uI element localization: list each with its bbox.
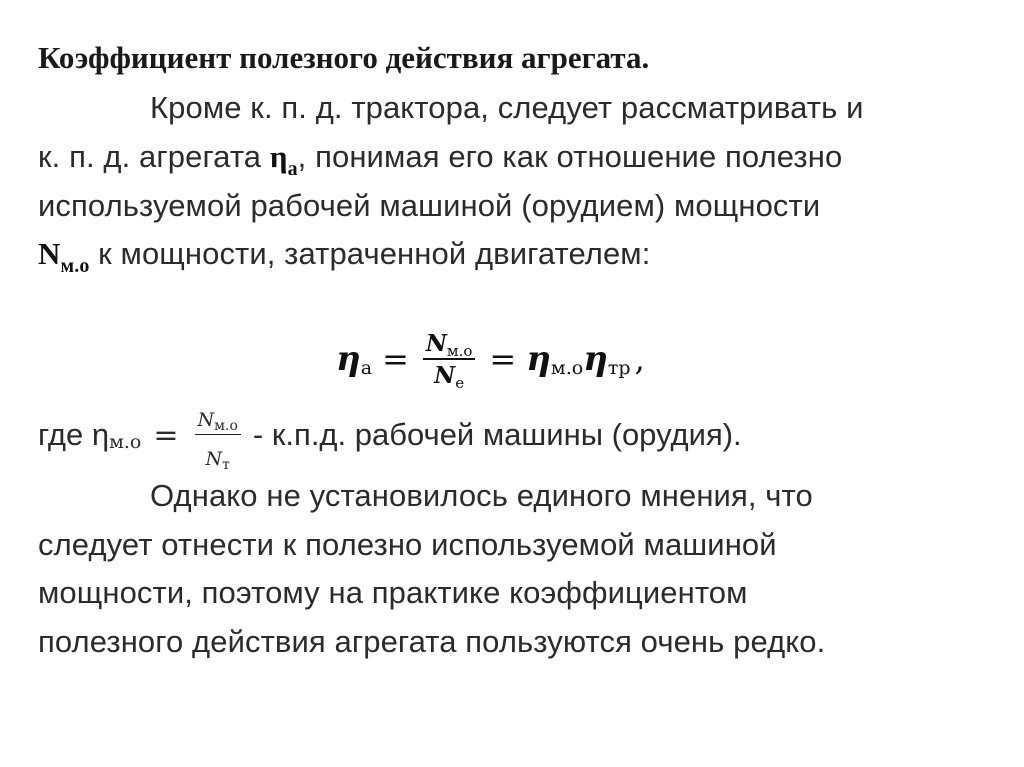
paragraph1-line4	[38, 236, 651, 277]
where-fraction-denominator	[203, 439, 233, 474]
paragraph2-line1: Однако не установилось единого мнения, что	[150, 478, 813, 513]
paragraph2-line3: мощности, поэтому на практике коэффициентом	[38, 575, 748, 610]
n-mo-symbol	[38, 236, 90, 277]
formula-fraction	[423, 329, 476, 392]
paragraph1-line4-end: к мощности, затраченной двигателем:	[89, 236, 651, 271]
slide-heading: Коэффициент полезного действия агрегата.	[38, 40, 650, 75]
paragraph1-line1: Кроме к. п. д. трактора, следует рассматривать и	[150, 90, 864, 125]
eta-letter: η	[269, 139, 288, 174]
where-denominator-n: N	[205, 448, 223, 471]
formula-eta-tr-sub: тр	[607, 357, 631, 379]
eta-subscript: a	[287, 158, 298, 180]
formula-eta: η	[336, 339, 361, 379]
eta-a-symbol	[269, 139, 298, 180]
where-denominator-sub: т	[222, 457, 230, 474]
n-letter: N	[38, 236, 61, 271]
paragraph2-line4: полезного действия агрегата пользуются очень редко.	[38, 624, 826, 659]
formula-eta-mo-sub: м.о	[550, 357, 584, 379]
paragraph1-line3: используемой рабочей машиной (орудием) мощности	[38, 188, 821, 223]
where-fraction-numerator	[195, 400, 241, 434]
formula-eta-tr: η	[583, 339, 608, 379]
fraction-numerator	[423, 329, 476, 360]
paragraph1-line2-start: к. п. д. агрегата	[38, 139, 270, 174]
where-prefix: где η	[38, 417, 110, 452]
where-fraction	[195, 400, 241, 474]
paragraph1-line2	[38, 139, 843, 180]
where-numerator-n: N	[197, 408, 215, 431]
formula-equals: =	[382, 340, 409, 378]
where-equals: =	[153, 417, 179, 453]
paragraph2-line2: следует отнести к полезно используемой машиной	[38, 527, 777, 562]
where-numerator-sub: м.о	[214, 417, 238, 434]
formula-equals-2: =	[489, 340, 517, 378]
denominator-n: N	[434, 361, 456, 389]
numerator-n: N	[425, 329, 447, 357]
where-prefix-sub: м.о	[109, 431, 142, 453]
fraction-denominator	[431, 361, 467, 392]
where-text: - к.п.д. рабочей машины (орудия).	[252, 417, 742, 452]
formula-eta-sub: a	[360, 357, 373, 379]
where-definition	[38, 402, 742, 474]
numerator-sub: м.о	[446, 341, 473, 360]
formula-comma: ,	[634, 340, 645, 378]
paragraph1-line2-end: , понимая его как отношение полезно	[297, 139, 843, 174]
formula-eta-mo: η	[526, 339, 551, 379]
n-subscript: м.о	[60, 255, 90, 277]
main-formula	[336, 322, 655, 396]
denominator-sub: e	[455, 373, 465, 392]
